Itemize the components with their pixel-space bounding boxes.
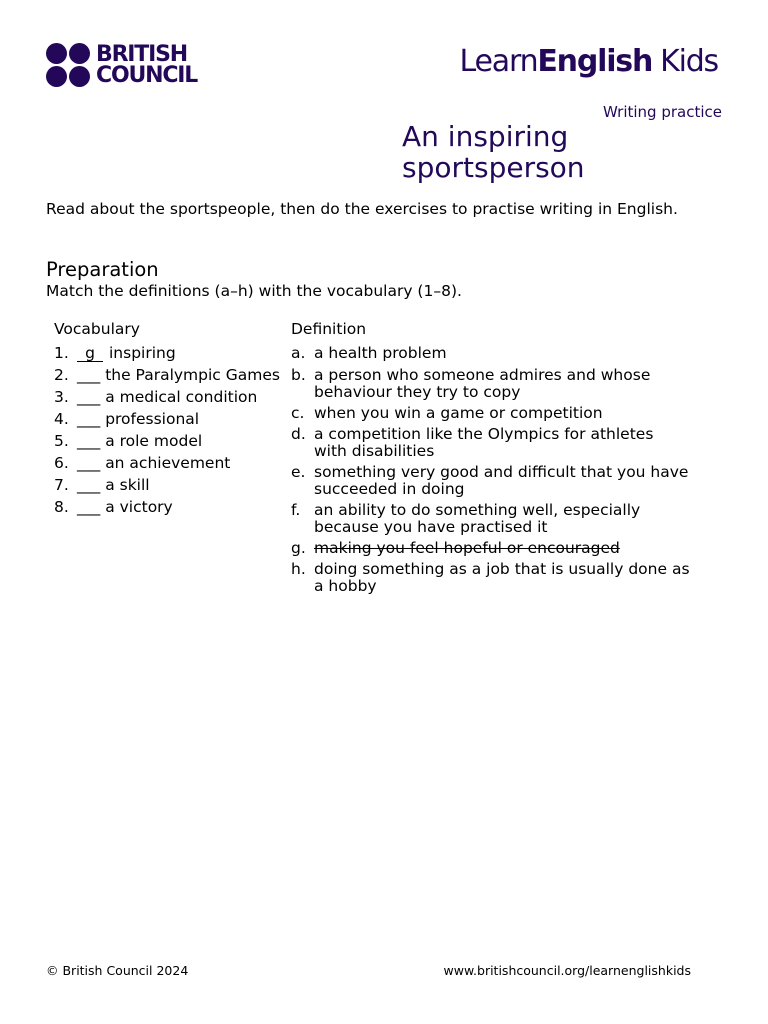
footer-url[interactable]: www.britishcouncil.org/learnenglishkids	[443, 963, 691, 978]
definition-item: g. making you feel hopeful or encouraged	[291, 540, 691, 557]
preparation-instruction: Match the definitions (a–h) with the vocabulary (1–8).	[46, 282, 462, 300]
answer-blank[interactable]: ___	[77, 498, 101, 516]
title-line-2: sportsperson	[402, 151, 585, 184]
british-council-logo	[46, 43, 197, 87]
british-council-dots-icon	[46, 43, 90, 87]
definition-item: e. something very good and difficult that you have succeeded in doing	[291, 463, 689, 498]
definition-item: d. a competition like the Olympics for athletes with disabilities	[291, 425, 654, 460]
answer-blank[interactable]: ___	[77, 432, 101, 450]
page-title	[402, 121, 722, 183]
definition-item: f. an ability to do something well, especially because you have practised it	[291, 501, 641, 536]
vocabulary-item: 3. ___ a medical condition	[54, 388, 258, 406]
vocabulary-item: 1. g inspiring	[54, 344, 176, 362]
definition-list	[291, 345, 691, 595]
vocabulary-item: 7. ___ a skill	[54, 476, 150, 494]
answer-blank[interactable]: g	[77, 346, 103, 362]
section-label: Writing practice	[603, 103, 722, 121]
intro-text: Read about the sportspeople, then do the exercises to practise writing in English.	[46, 200, 678, 218]
vocabulary-item: 5. ___ a role model	[54, 432, 203, 450]
vocabulary-item: 2. ___ the Paralympic Games	[54, 366, 280, 384]
definition-item: a. a health problem	[291, 344, 447, 362]
vocabulary-column-header: Vocabulary	[54, 320, 140, 338]
answer-blank[interactable]: ___	[77, 366, 101, 384]
vocabulary-item: 6. ___ an achievement	[54, 454, 231, 472]
definition-item: c. when you win a game or competition	[291, 404, 603, 422]
preparation-heading: Preparation	[46, 258, 159, 281]
definition-item: h. doing something as a job that is usually done as a hobby	[291, 560, 690, 595]
definition-column-header: Definition	[291, 320, 367, 338]
vocabulary-item: 4. ___ professional	[54, 410, 200, 428]
answer-blank[interactable]: ___	[77, 454, 101, 472]
vocabulary-item: 8. ___ a victory	[54, 498, 173, 516]
title-line-1: An inspiring	[402, 120, 569, 153]
answer-blank[interactable]: ___	[77, 410, 101, 428]
definition-item: b. a person who someone admires and whose behaviour they try to copy	[291, 366, 651, 401]
answer-blank[interactable]: ___	[77, 388, 101, 406]
british-council-wordmark: BRITISH COUNCIL	[96, 42, 198, 88]
learnenglish-kids-logo: LearnEnglish Kids	[459, 44, 718, 79]
crossed-out-definition: making you feel hopeful or encouraged	[314, 539, 620, 557]
vocabulary-list	[54, 345, 284, 521]
answer-blank[interactable]: ___	[77, 476, 101, 494]
footer-copyright: © British Council 2024	[46, 963, 189, 978]
